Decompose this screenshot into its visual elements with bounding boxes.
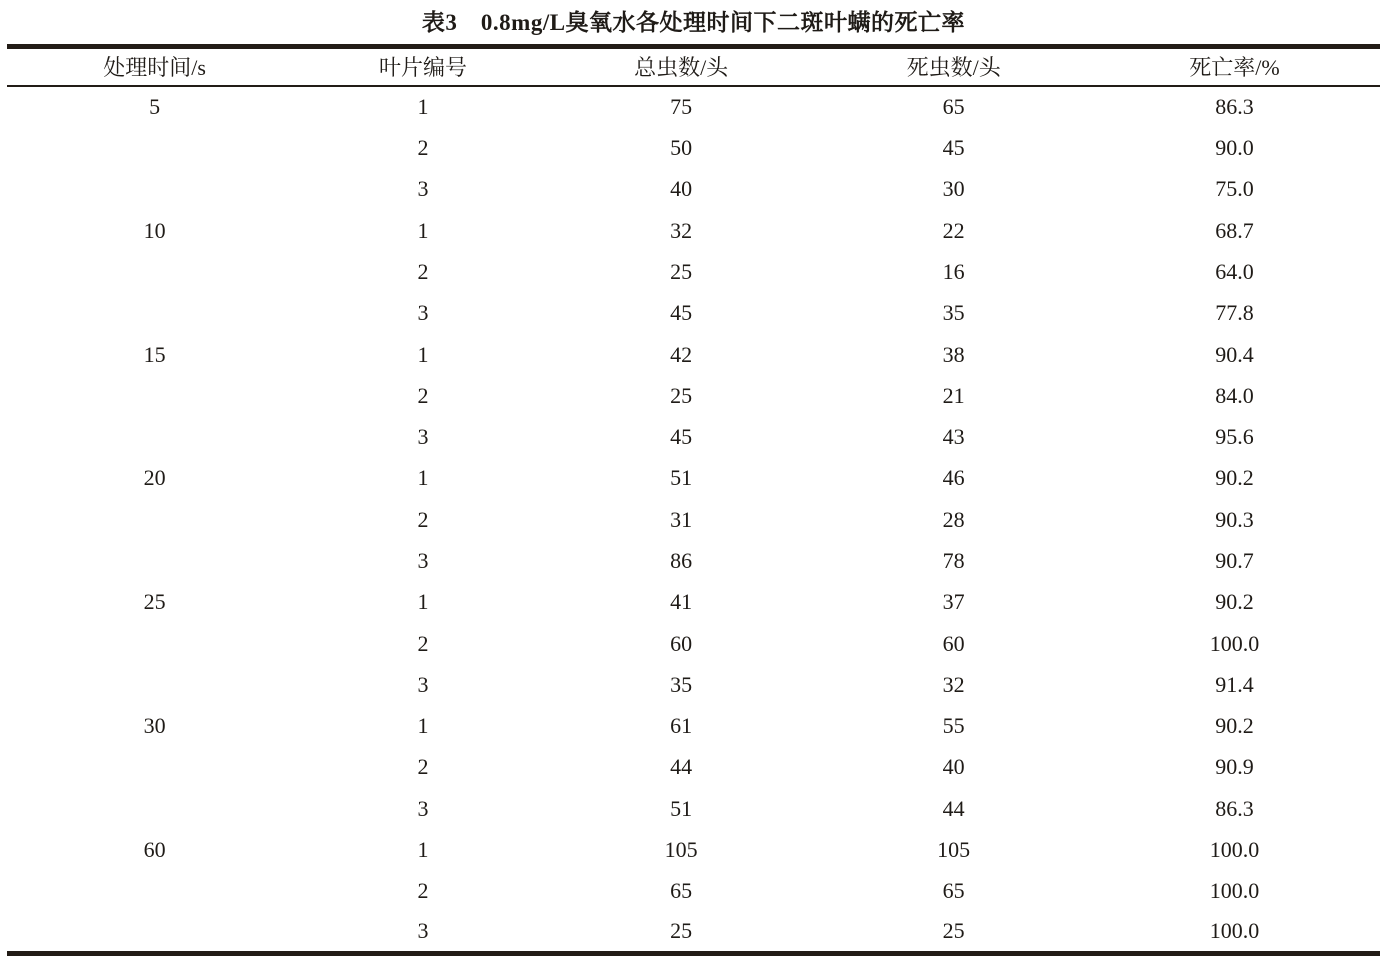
total-count-cell: 41 — [670, 589, 693, 615]
mortality-cell: 91.4 — [1215, 671, 1254, 697]
time-cell: 10 — [143, 217, 166, 243]
leaf-no-cell: 1 — [417, 837, 429, 863]
table-row — [7, 169, 1380, 210]
leaf-no-cell: 3 — [417, 300, 429, 326]
mortality-cell: 100.0 — [1209, 630, 1260, 656]
time-cell — [7, 375, 302, 416]
dead-count-cell: 35 — [942, 300, 965, 326]
time-cell: 30 — [143, 713, 166, 739]
total-count-cell: 50 — [670, 135, 693, 161]
total-count-cell: 105 — [664, 837, 698, 863]
leaf-no-cell: 2 — [417, 630, 429, 656]
mortality-cell: 64.0 — [1215, 258, 1254, 284]
time-cell: 15 — [143, 341, 166, 367]
table-row — [7, 86, 1380, 127]
mortality-cell: 90.2 — [1215, 589, 1254, 615]
total-count-cell: 65 — [670, 878, 693, 904]
leaf-no-cell: 2 — [417, 258, 429, 284]
time-cell — [7, 912, 302, 953]
leaf-no-cell: 3 — [417, 918, 429, 944]
total-count-cell: 45 — [670, 300, 693, 326]
total-count-cell: 25 — [670, 918, 693, 944]
time-cell: 5 — [149, 94, 161, 120]
table-row — [7, 788, 1380, 829]
dead-count-cell: 46 — [942, 465, 965, 491]
table-caption: 表3 0.8mg/L臭氧水各处理时间下二斑叶螨的死亡率 — [421, 10, 966, 35]
time-cell: 20 — [143, 465, 166, 491]
time-cell: 60 — [143, 837, 166, 863]
col-header-total-count: 总虫数/头 — [544, 46, 819, 86]
time-cell — [7, 871, 302, 912]
leaf-no-cell: 3 — [417, 424, 429, 450]
dead-count-cell: 37 — [942, 589, 965, 615]
table-row — [7, 127, 1380, 168]
mortality-cell: 86.3 — [1215, 795, 1254, 821]
total-count-cell: 86 — [670, 548, 693, 573]
dead-count-cell: 44 — [942, 795, 965, 821]
leaf-no-cell: 3 — [417, 671, 429, 697]
dead-count-cell: 65 — [942, 878, 965, 904]
dead-count-cell: 78 — [942, 548, 965, 573]
col-header-mortality: 死亡率/% — [1089, 46, 1380, 86]
leaf-no-cell: 3 — [417, 176, 429, 202]
dead-count-cell: 16 — [942, 258, 965, 284]
total-count-cell: 25 — [670, 382, 693, 408]
table-row — [7, 499, 1380, 540]
time-cell — [7, 623, 302, 664]
table-row — [7, 664, 1380, 705]
leaf-no-cell: 2 — [417, 506, 429, 532]
leaf-no-cell: 2 — [417, 878, 429, 904]
table-row — [7, 582, 1380, 623]
mortality-cell: 90.9 — [1215, 754, 1254, 780]
total-count-cell: 61 — [670, 713, 693, 739]
time-cell — [7, 499, 302, 540]
dead-count-cell: 22 — [942, 217, 965, 243]
mortality-cell: 90.7 — [1215, 548, 1254, 573]
mortality-cell: 77.8 — [1215, 300, 1254, 326]
table-row — [7, 540, 1380, 581]
mortality-cell: 100.0 — [1209, 878, 1260, 904]
mortality-data-table — [7, 44, 1380, 956]
dead-count-cell: 43 — [942, 424, 965, 450]
mortality-cell: 86.3 — [1215, 94, 1254, 120]
table-row — [7, 293, 1380, 334]
total-count-cell: 75 — [670, 94, 693, 120]
dead-count-cell: 32 — [942, 671, 965, 697]
total-count-cell: 40 — [670, 176, 693, 202]
mortality-cell: 95.6 — [1215, 424, 1254, 450]
dead-count-cell: 25 — [942, 918, 965, 944]
total-count-cell: 42 — [670, 341, 693, 367]
table-row — [7, 375, 1380, 416]
leaf-no-cell: 1 — [417, 94, 429, 120]
mortality-cell: 75.0 — [1215, 176, 1254, 202]
dead-count-cell: 28 — [942, 506, 965, 532]
leaf-no-cell: 1 — [417, 341, 429, 367]
dead-count-cell: 60 — [942, 630, 965, 656]
total-count-cell: 45 — [670, 424, 693, 450]
mortality-cell: 100.0 — [1209, 837, 1260, 863]
leaf-no-cell: 2 — [417, 754, 429, 780]
mortality-cell: 90.0 — [1215, 135, 1254, 161]
dead-count-cell: 38 — [942, 341, 965, 367]
dead-count-cell: 105 — [937, 837, 971, 863]
table-row — [7, 458, 1380, 499]
dead-count-cell: 55 — [942, 713, 965, 739]
table-body — [7, 86, 1380, 953]
col-header-dead-count: 死虫数/头 — [818, 46, 1088, 86]
time-cell — [7, 251, 302, 292]
table-row — [7, 623, 1380, 664]
dead-count-cell: 40 — [942, 754, 965, 780]
table-row — [7, 706, 1380, 747]
dead-count-cell: 21 — [942, 382, 965, 408]
time-cell — [7, 664, 302, 705]
dead-count-cell: 30 — [942, 176, 965, 202]
total-count-cell: 35 — [670, 671, 693, 697]
leaf-no-cell: 3 — [417, 795, 429, 821]
table-row — [7, 829, 1380, 870]
time-cell — [7, 293, 302, 334]
total-count-cell: 51 — [670, 795, 693, 821]
mortality-cell: 90.2 — [1215, 465, 1254, 491]
mortality-cell: 90.4 — [1215, 341, 1254, 367]
time-cell — [7, 416, 302, 457]
leaf-no-cell: 2 — [417, 382, 429, 408]
total-count-cell: 44 — [670, 754, 693, 780]
leaf-no-cell: 1 — [417, 589, 429, 615]
table-row — [7, 251, 1380, 292]
mortality-cell: 90.3 — [1215, 506, 1254, 532]
dead-count-cell: 65 — [942, 94, 965, 120]
time-cell — [7, 788, 302, 829]
time-cell — [7, 169, 302, 210]
col-header-treatment-time: 处理时间/s — [7, 46, 302, 86]
mortality-cell: 100.0 — [1209, 918, 1260, 944]
table-header — [7, 46, 1380, 86]
leaf-no-cell: 1 — [417, 713, 429, 739]
col-header-leaf-no: 叶片编号 — [302, 46, 544, 86]
mortality-cell: 90.2 — [1215, 713, 1254, 739]
total-count-cell: 31 — [670, 506, 693, 532]
time-cell: 25 — [143, 589, 166, 615]
total-count-cell: 51 — [670, 465, 693, 491]
total-count-cell: 25 — [670, 258, 693, 284]
total-count-cell: 60 — [670, 630, 693, 656]
leaf-no-cell: 3 — [417, 548, 429, 573]
table-row — [7, 334, 1380, 375]
mortality-cell: 84.0 — [1215, 382, 1254, 408]
total-count-cell: 32 — [670, 217, 693, 243]
header-row — [7, 46, 1380, 86]
leaf-no-cell: 1 — [417, 465, 429, 491]
table-row — [7, 912, 1380, 953]
table-row — [7, 210, 1380, 251]
leaf-no-cell: 2 — [417, 135, 429, 161]
table-row — [7, 416, 1380, 457]
time-cell — [7, 747, 302, 788]
table-row — [7, 871, 1380, 912]
dead-count-cell: 45 — [942, 135, 965, 161]
time-cell — [7, 540, 302, 581]
mortality-cell: 68.7 — [1215, 217, 1254, 243]
leaf-no-cell: 1 — [417, 217, 429, 243]
table-row — [7, 747, 1380, 788]
time-cell — [7, 127, 302, 168]
